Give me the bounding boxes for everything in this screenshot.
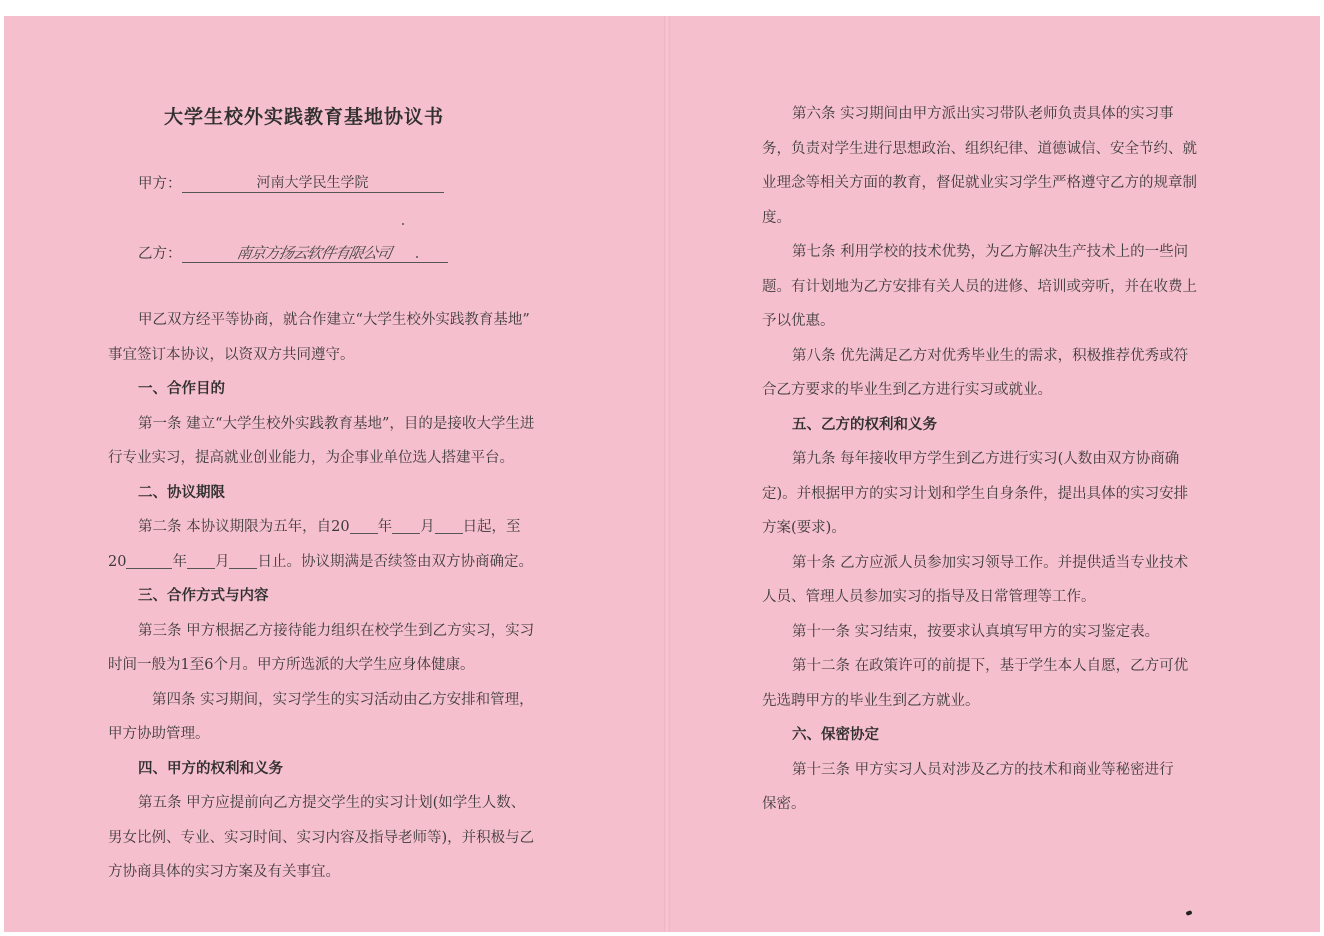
clause-line: 第七条 利用学校的技术优势，为乙方解决生产技术上的一些问 — [792, 244, 1189, 260]
document-title: 大学生校外实践教育基地协议书 — [163, 106, 444, 128]
section-heading: 三、合作方式与内容 — [138, 587, 269, 604]
clause-line: 第三条 甲方根据乙方接待能力组织在校学生到乙方实习，实习 — [138, 622, 535, 639]
blank-month — [392, 517, 420, 534]
blank-end-year — [126, 552, 172, 569]
clause-line: 第十条 乙方应派人员参加实习领导工作。并提供适当专业技术 — [792, 554, 1189, 571]
clause-line: 行专业实习，提高就业创业能力，为企事业单位选人搭建平台。 — [108, 450, 514, 466]
clause-line: 第一条 建立“大学生校外实践教育基地”，目的是接收大学生进 — [138, 415, 535, 432]
clause-line: 合乙方要求的毕业生到乙方进行实习或就业。 — [762, 382, 1052, 398]
clause-line: 予以优惠。 — [762, 313, 835, 329]
party-a-label: 甲方： — [138, 176, 182, 192]
clause-line: 第十一条 实习结束，按要求认真填写甲方的实习鉴定表。 — [792, 623, 1160, 640]
section-heading: 二、协议期限 — [138, 483, 225, 501]
preamble-line: 甲乙双方经平等协商，就合作建立“大学生校外实践教育基地” — [138, 312, 530, 328]
section-heading: 六、保密协定 — [792, 726, 879, 743]
section-heading: 五、乙方的权利和义务 — [792, 415, 937, 433]
left-page — [4, 16, 664, 932]
party-b-line — [182, 244, 448, 263]
clause-line: 人员、管理人员参加实习的指导及日常管理等工作。 — [762, 589, 1096, 605]
clause-line: 方案(要求)。 — [762, 520, 846, 536]
clause-line: 甲方协助管理。 — [108, 726, 210, 742]
clause-line: 业理念等相关方面的教育，督促就业实习学生严格遵守乙方的规章制 — [762, 175, 1197, 191]
party-b-signature: 南京方扬云软件有限公司 — [235, 244, 394, 262]
clause-line: 时间一般为1至6个月。甲方所选派的大学生应身体健康。 — [108, 657, 475, 673]
clause-line: 务，负责对学生进行思想政治、组织纪律、道德诚信、安全节约、就 — [762, 140, 1197, 157]
month-label: 月 — [420, 519, 435, 535]
end-year-label: 年 — [172, 553, 187, 570]
blank-day — [435, 517, 463, 534]
year-label: 年 — [377, 519, 393, 535]
speck — [416, 256, 418, 258]
clause-line: 保密。 — [762, 796, 806, 812]
agreement-sheet — [4, 16, 1320, 932]
right-body — [762, 97, 1197, 822]
day-from-label: 日起，至 — [462, 519, 521, 535]
ink-mark — [1185, 910, 1192, 916]
clause-line: 题。有计划地为乙方安排有关人员的进修、培训或旁听，并在收费上 — [762, 278, 1197, 295]
term-end-prefix: 20 — [108, 553, 127, 570]
clause-line: 先选聘甲方的毕业生到乙方就业。 — [762, 692, 980, 709]
clause-line: 第五条 甲方应提前向乙方提交学生的实习计划(如学生人数、 — [138, 795, 526, 811]
clause-line: 第四条 实习期间，实习学生的实习活动由乙方安排和管理， — [152, 691, 534, 708]
clause-line: 第十三条 甲方实习人员对涉及乙方的技术和商业等秘密进行 — [792, 761, 1174, 778]
clause-line: 第九条 每年接收甲方学生到乙方进行实习(人数由双方协商确 — [792, 451, 1180, 467]
clause-line: 第六条 实习期间由甲方派出实习带队老师负责具体的实习事 — [792, 106, 1174, 122]
party-a-name: 河南大学民生学院 — [182, 174, 444, 193]
day-end-label: 日止。协议期满是否续签由双方协商确定。 — [257, 553, 533, 570]
party-b-label: 乙方： — [138, 246, 182, 262]
party-b-row — [138, 242, 448, 263]
clause-line: 第十二条 在政策许可的前提下，基于学生本人自愿，乙方可优 — [792, 658, 1189, 674]
preamble-line: 事宜签订本协议，以资双方共同遵守。 — [108, 346, 355, 363]
clause-line: 男女比例、专业、实习时间、实习内容及指导老师等)，并积极与乙 — [108, 829, 535, 846]
term-start-text: 第二条 本协议期限为五年，自20 — [138, 519, 350, 535]
clause-line: 方协商具体的实习方案及有关事宜。 — [108, 864, 340, 880]
party-a-row — [138, 172, 444, 193]
term-line-1 — [108, 510, 534, 545]
section-heading: 四、甲方的权利和义务 — [138, 759, 283, 777]
end-month-label: 月 — [214, 553, 230, 570]
clause-line: 度。 — [762, 209, 791, 226]
right-page — [670, 16, 1320, 932]
speck — [402, 223, 404, 225]
clause-line: 定)。并根据甲方的实习计划和学生自身条件，提出具体的实习安排 — [762, 485, 1189, 502]
blank-end-day — [229, 552, 257, 569]
blank-end-month — [187, 552, 215, 569]
clause-line: 第八条 优先满足乙方对优秀毕业生的需求，积极推荐优秀或符 — [792, 347, 1189, 364]
section-heading: 一、合作目的 — [138, 380, 225, 397]
term-line-2 — [108, 545, 534, 580]
blank-year — [350, 517, 378, 534]
left-body — [108, 303, 534, 890]
